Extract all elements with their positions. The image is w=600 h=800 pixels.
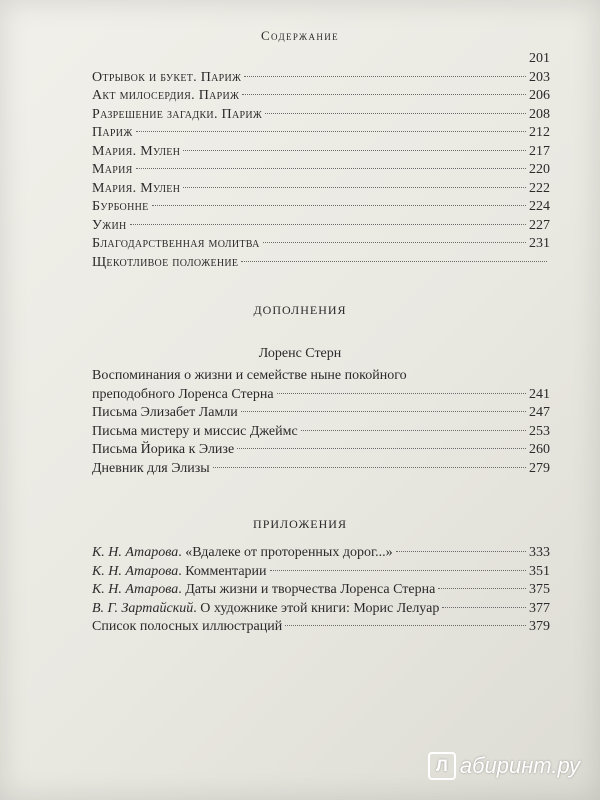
labirint-watermark: [428, 752, 580, 780]
toc-entry-page: 253: [529, 423, 550, 439]
dot-leader: [130, 224, 526, 225]
appendix-entries: [92, 386, 550, 479]
toc-entry-title: Ужин: [92, 217, 127, 233]
toc-entry: [92, 124, 550, 143]
dot-leader: [396, 551, 526, 552]
toc-entry-page: 260: [529, 442, 550, 457]
toc-entry-page: 247: [529, 405, 550, 420]
toc-entry-page: 379: [529, 619, 550, 634]
toc-entry-title: Список полосных иллюстраций: [92, 619, 283, 634]
toc-entry: [92, 69, 550, 88]
toc-entry-page: 217: [529, 143, 550, 159]
toc-entry: [92, 217, 550, 236]
dot-leader: [442, 607, 526, 608]
toc-entry-author: К. Н. Атарова: [92, 563, 179, 579]
toc-entry-title: Бурбонне: [92, 199, 149, 214]
toc-entry: [92, 143, 550, 162]
dot-leader: [270, 570, 526, 571]
toc-entry-page: 333: [529, 545, 550, 560]
toc-entry: [92, 600, 550, 619]
toc-entry-author: В. Г. Зартайский: [92, 600, 194, 616]
toc-entry-title: Дневник для Элизы: [92, 460, 210, 476]
toc-entry-page: 201: [529, 51, 550, 66]
toc-entry-title: Письма мистеру и миссис Джеймс: [92, 423, 298, 439]
appendix-heading: ДОПОЛНЕНИЯ: [253, 303, 347, 317]
toc-entry: [92, 404, 550, 423]
appendix-subheading: Лоренс Стерн: [258, 346, 342, 361]
toc-entry: [92, 198, 550, 217]
toc-entry-title: Париж: [92, 125, 133, 140]
dot-leader: [136, 168, 526, 169]
supplements-heading: ПРИЛОЖЕНИЯ: [253, 517, 347, 531]
toc-entry: [92, 87, 550, 106]
dot-leader: [241, 261, 547, 262]
toc-entry-page: 377: [529, 600, 550, 616]
toc-entry-page: 231: [529, 236, 550, 251]
toc-entry-title: Мария. Мулен: [92, 143, 181, 159]
dot-leader: [237, 448, 526, 449]
toc-entry-title: Письма Элизабет Ламли: [92, 405, 238, 420]
toc-entry-title-text: . Комментарии: [178, 563, 267, 579]
dot-leader: [241, 411, 526, 412]
toc-entry-page: 279: [529, 460, 550, 476]
dot-leader: [244, 76, 526, 77]
dot-leader: [277, 393, 526, 394]
toc-entry: [92, 460, 550, 479]
dot-leader: [285, 625, 526, 626]
toc-entry: [92, 544, 550, 563]
toc-entry-title-text: . «Вдалеке от проторенных дорог...»: [178, 545, 393, 560]
toc-entry-author: К. Н. Атарова: [92, 582, 179, 597]
supplements-list: [92, 544, 550, 637]
toc-entry-title: преподобного Лоренса Стерна: [92, 386, 274, 402]
toc-entry-page: 212: [529, 125, 550, 140]
toc-entry: [92, 581, 550, 600]
toc-entry-title: [92, 581, 435, 600]
labirint-logo-text: абиринт.ру: [459, 753, 580, 778]
toc-entry-title-line1: Воспоминания о жизни и семействе ныне покойного: [92, 368, 407, 383]
toc-entry-page: 220: [529, 162, 550, 177]
toc-entry: [92, 180, 550, 199]
dot-leader: [183, 150, 526, 151]
toc-entry-title: Отрывок и букет. Париж: [92, 69, 242, 85]
toc-entry: [92, 386, 550, 405]
toc-entry-title: [92, 544, 393, 563]
labirint-logo-icon: Л: [428, 752, 456, 780]
dot-leader: [183, 187, 526, 188]
toc-entry-page: 222: [529, 180, 550, 196]
appendix-list: [92, 367, 550, 478]
toc-entry-title: Щекотливое положение: [92, 254, 239, 270]
toc-entry: [92, 618, 550, 637]
toc-main-list: [92, 50, 550, 272]
toc-entry-page: 203: [529, 69, 550, 85]
toc-entry-page: 224: [529, 199, 550, 214]
toc-entry-memoir: [92, 367, 550, 386]
toc-entry: [92, 50, 550, 69]
toc-entry-page: 351: [529, 563, 550, 579]
dot-leader: [301, 430, 526, 431]
toc-entry-title-text: . Даты жизни и творчества Лоренса Стерна: [178, 582, 436, 597]
toc-entry-author: К. Н. Атарова: [92, 545, 179, 560]
page-header: Содержание: [260, 28, 340, 43]
dot-leader: [152, 205, 526, 206]
toc-entry: [92, 563, 550, 582]
toc-entry-title: [92, 600, 439, 619]
toc-entry-title: Акт милосердия. Париж: [92, 88, 240, 103]
dot-leader: [438, 588, 526, 589]
toc-entry-page: 375: [529, 582, 550, 597]
toc-entry-title: [92, 563, 267, 582]
dot-leader: [136, 131, 526, 132]
dot-leader: [265, 113, 526, 114]
toc-entry: [92, 254, 550, 273]
dot-leader: [263, 242, 526, 243]
toc-entry-title: Мария. Мулен: [92, 180, 181, 196]
toc-entry-title: Благодарственная молитва: [92, 236, 260, 251]
toc-entry-page: 241: [529, 386, 550, 402]
dot-leader: [242, 94, 526, 95]
toc-entry: [92, 106, 550, 125]
toc-entry: [92, 161, 550, 180]
toc-entry-page: 206: [529, 88, 550, 103]
toc-entry-title: Разрешение загадки. Париж: [92, 106, 263, 122]
toc-entry-page: 208: [529, 106, 550, 122]
toc-entry-title-text: . О художнике этой книги: Морис Лелуар: [193, 600, 440, 616]
toc-entry: [92, 441, 550, 460]
dot-leader: [213, 467, 526, 468]
toc-entry-title: Письма Йорика к Элизе: [92, 442, 235, 457]
toc-entry-page: 227: [529, 217, 550, 233]
toc-entry: [92, 423, 550, 442]
toc-entry: [92, 235, 550, 254]
toc-entry-title: Мария: [92, 162, 133, 177]
